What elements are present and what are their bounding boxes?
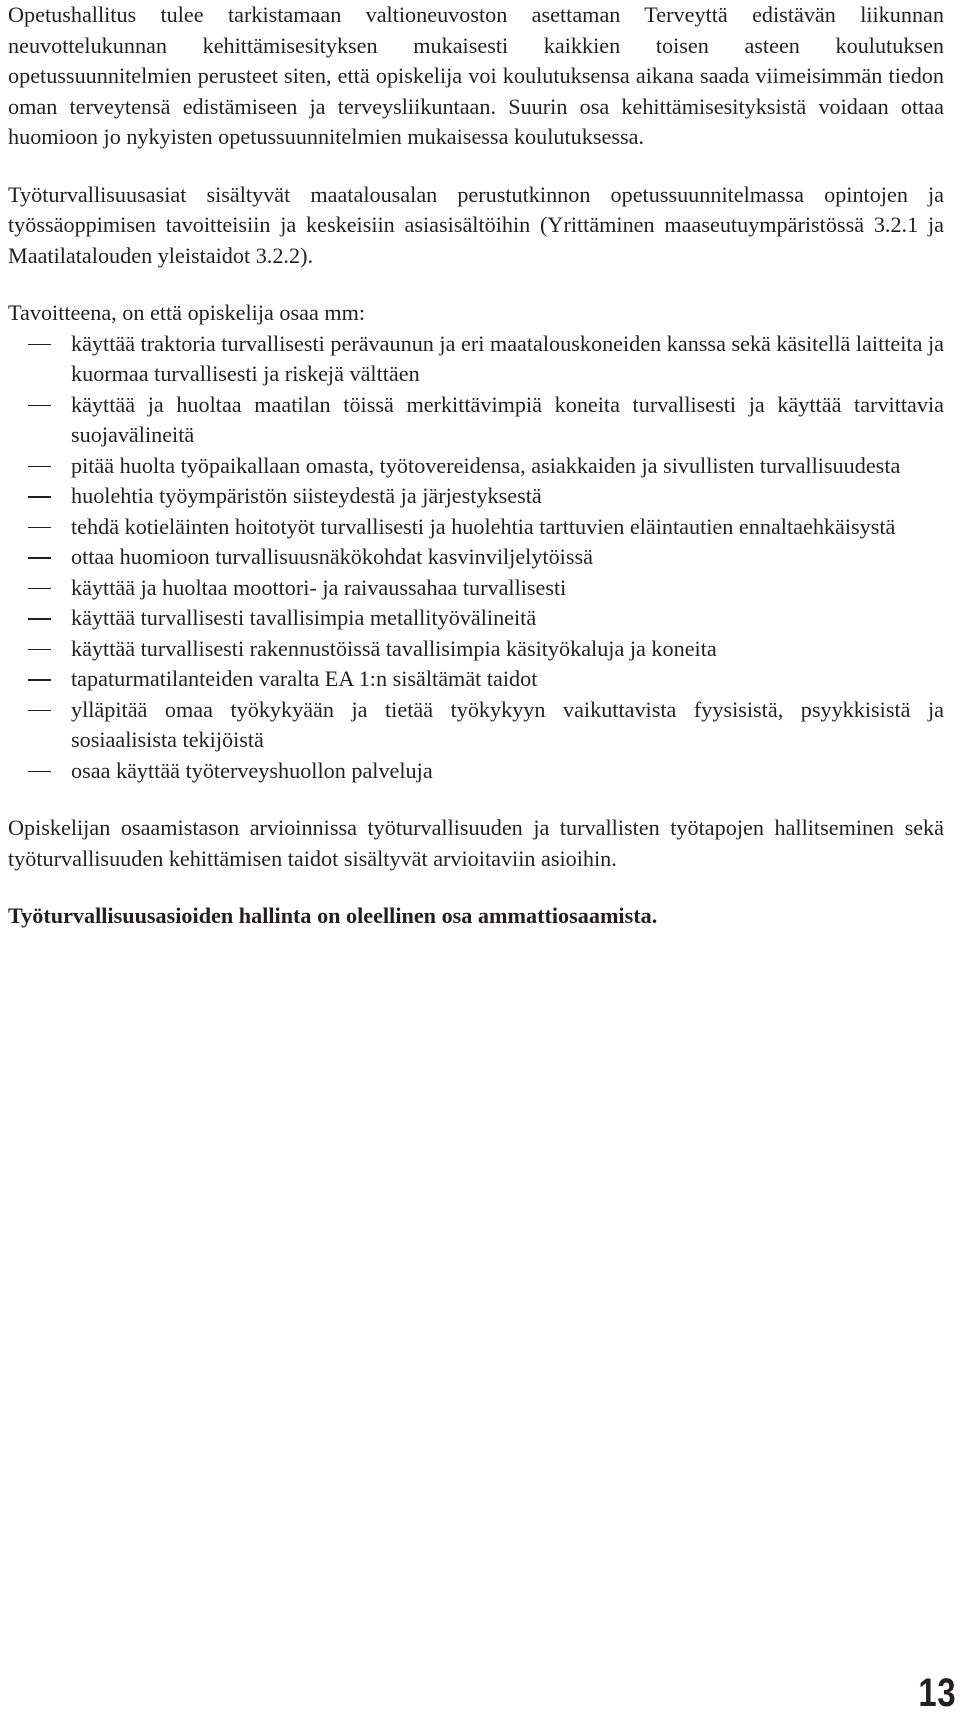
list-item-text: käyttää ja huoltaa maatilan töissä merkittävimpiä koneita turvallisesti ja käyttää tarvittavia suojavälineitä: [71, 391, 944, 447]
dash-bullet-icon: [28, 405, 51, 407]
objectives-lead: Tavoitteena, on että opiskelija osaa mm:: [8, 300, 366, 325]
list-item: [8, 512, 944, 543]
dash-bullet-icon: [28, 527, 51, 529]
page-body: [8, 0, 944, 932]
list-item-text: käyttää traktoria turvallisesti perävaunun ja eri maatalouskoneiden kanssa sekä käsitellä laitteita ja kuormaa turvallisesti ja riskejä välttäen: [71, 330, 944, 386]
list-item-text: käyttää turvallisesti tavallisimpia metallityövälineitä: [71, 605, 537, 630]
list-item-text: ottaa huomioon turvallisuusnäkökohdat kasvinviljelytöissä: [71, 544, 593, 569]
list-item-text: tehdä kotieläinten hoitotyöt turvallisesti ja huolehtia tarttuvien eläintautien ennaltaehkäisystä: [71, 513, 896, 539]
dash-bullet-icon: [28, 679, 51, 681]
dash-bullet-icon: [28, 344, 51, 346]
list-item-text: tapaturmatilanteiden varalta EA 1:n sisältämät taidot: [71, 666, 538, 691]
page-number: 13: [917, 1671, 956, 1715]
dash-bullet-icon: [28, 588, 51, 590]
list-item: [8, 695, 944, 756]
list-item-text: käyttää ja huoltaa moottori- ja raivaussahaa turvallisesti: [71, 574, 567, 600]
dash-bullet-icon: [28, 496, 51, 498]
list-item: [8, 451, 944, 482]
list-item: [8, 603, 944, 634]
list-item-text: pitää huolta työpaikallaan omasta, työtovereidensa, asiakkaiden ja sivullisten turvallisuudesta: [71, 452, 901, 478]
list-item: [8, 390, 944, 451]
list-item: [8, 756, 944, 787]
list-item: [8, 542, 944, 573]
dash-bullet-icon: [28, 466, 51, 468]
list-item: [8, 329, 944, 390]
list-item: [8, 664, 944, 695]
list-item-text: ylläpitää omaa työkykyään ja tietää työkykyyn vaikuttavista fyysisistä, psyykkisistä ja sosiaalisista tekijöistä: [71, 696, 944, 752]
assessment-paragraph: Opiskelijan osaamistason arvioinnissa työturvallisuuden ja turvallisten työtapojen hallitseminen sekä työturvallisuuden kehittämisen taidot sisältyvät arvioitaviin asioihin.: [8, 815, 944, 871]
list-item: [8, 573, 944, 604]
list-item-text: huolehtia työympäristön siisteydestä ja järjestyksestä: [71, 483, 542, 508]
dash-bullet-icon: [28, 557, 51, 559]
conclusion-statement: Työturvallisuusasioiden hallinta on oleellinen osa ammattiosaamista.: [8, 903, 658, 928]
dash-bullet-icon: [28, 771, 51, 773]
list-item-text: osaa käyttää työterveyshuollon palveluja: [71, 757, 433, 783]
list-item: [8, 634, 944, 665]
intro-paragraph: Opetushallitus tulee tarkistamaan valtioneuvoston asettaman Terveyttä edistävän liikunnan neuvottelukunnan kehittämisesityksen mukaisesti kaikkien toisen asteen koulutuksen opetussuunnitelmien perusteet siten, että opiskelija voi koulutuksensa aikana saada viimeisimmän tiedon oman terveytensä edistämiseen ja terveysliikuntaan. Suurin osa kehittämisesityksistä voidaan ottaa huomioon jo nykyisten opetussuunnitelmien mukaisessa koulutuksessa.: [8, 2, 944, 149]
dash-bullet-icon: [28, 618, 51, 620]
list-item-text: käyttää turvallisesti rakennustöissä tavallisimpia käsityökaluja ja koneita: [71, 635, 717, 661]
safety-curriculum-paragraph: Työturvallisuusasiat sisältyvät maatalousalan perustutkinnon opetussuunnitelmassa opintojen ja työssäoppimisen tavoitteisiin ja keskeisiin asiasisältöihin (Yrittäminen maaseutuympäristössä 3.2.1 ja Maatilatalouden yleistaidot 3.2.2).: [8, 181, 944, 268]
dash-bullet-icon: [28, 649, 51, 651]
list-item: [8, 481, 944, 512]
objectives-section: [8, 298, 944, 786]
objectives-list: [8, 329, 944, 787]
dash-bullet-icon: [28, 710, 51, 712]
